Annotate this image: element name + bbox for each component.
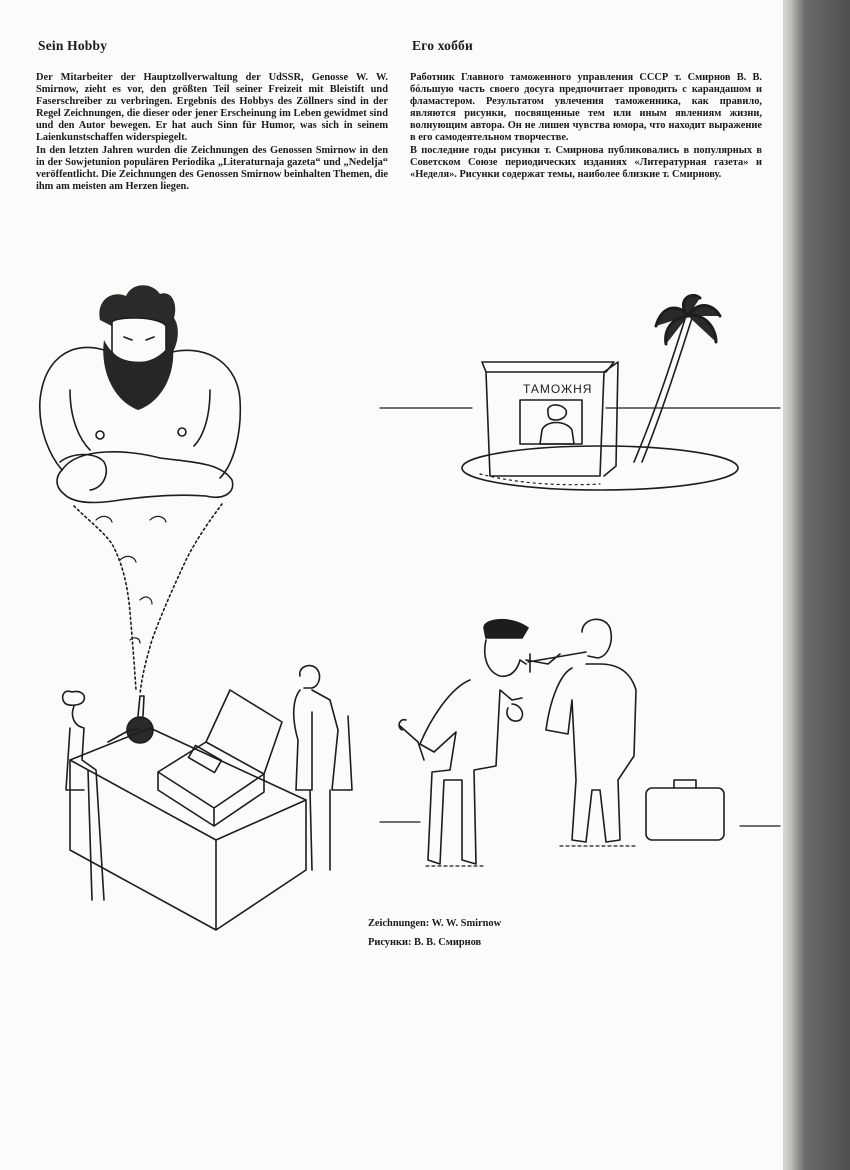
booth-officer — [540, 405, 574, 444]
palm-trunk — [634, 316, 692, 462]
illustration-credits — [368, 914, 501, 952]
officer-cap — [484, 620, 528, 638]
russian-paragraph-1: Работник Главного таможенного управления СССР т. Смирнов В. В. бóльшую часть своего досуга предпочитает проводить с карандашом и фламастером. Результатом увлечения таможенника, как правило, являются рисунки, посвященные тем или иным явлениям жизни, волнующим автора. Он не лишен чувства юмора, что находит выражение в его самодеятельном творчестве. — [410, 72, 762, 144]
credit-german: Zeichnungen: W. W. Smirnow — [368, 918, 502, 929]
genie-crossed-arms — [57, 452, 233, 503]
suitcase-handle — [674, 780, 696, 788]
listener-body — [546, 664, 636, 842]
genie-bottle-neck — [138, 696, 144, 716]
genie-smoke — [74, 504, 222, 694]
ground-line — [380, 822, 780, 826]
genie-nipple-left — [96, 431, 104, 439]
page-edge-shadow — [783, 0, 850, 1170]
ground-hatching — [426, 846, 636, 866]
ear-trumpet-illustration — [380, 619, 780, 866]
ear-trumpet — [526, 652, 586, 672]
credit-russian: Рисунки: В. В. Смирнов — [368, 937, 482, 948]
russian-heading: Его хобби — [412, 38, 473, 53]
officer-body — [420, 680, 522, 864]
open-suitcase — [158, 690, 282, 826]
customs-counter — [70, 728, 306, 930]
island-customs-illustration — [380, 295, 780, 490]
german-paragraph-1: Der Mitarbeiter der Hauptzollverwaltung der UdSSR, Genosse W. W. Smirnow, zieht es vor, den größten Teil seiner Freizeit mit Bleistift und Faserschreiber zu verbringen. Ergebnis des Hobbys des Zöllners sind in der Regel Zeichnungen, die dieser oder jener Erscheinung im Leben gewidmet sind und den Autor bewegen. Er hat auch Sinn für Humor, was sich in seinem Laienkunstschaffen widerspiegelt. — [36, 72, 388, 144]
russian-paragraph-2: В последние годы рисунки т. Смирнова публиковались в популярных в Советском Союзе периодических изданиях «Литературная газета» и «Неделя». Рисунки содержат темы, наиболее близкие т. Смирнову. — [410, 144, 762, 180]
officer-head — [485, 640, 526, 676]
genie-cartoon-illustration — [40, 285, 352, 930]
spare-horn — [399, 720, 424, 760]
officer-hand-fist — [507, 704, 523, 721]
customs-officer-figure — [63, 691, 140, 900]
palm-leaves — [656, 295, 720, 344]
german-paragraph-2: In den letzten Jahren wurden die Zeichnungen des Genossen Smirnow in den in der Sowjetunion populären Periodika „Literaturnaja gazeta“ und „Nedelja“ veröffentlicht. Die Zeichnungen des Genossen Smirnow beinhalten Themen, die ihm am meisten am Herzen liegen. — [36, 144, 388, 192]
genie-face — [112, 318, 166, 363]
travel-suitcase — [646, 788, 724, 840]
traveller-figure — [294, 666, 352, 870]
genie-nipple-right — [178, 428, 186, 436]
german-heading: Sein Hobby — [38, 38, 108, 53]
booth-sign: ТАМОЖНЯ — [523, 382, 593, 396]
